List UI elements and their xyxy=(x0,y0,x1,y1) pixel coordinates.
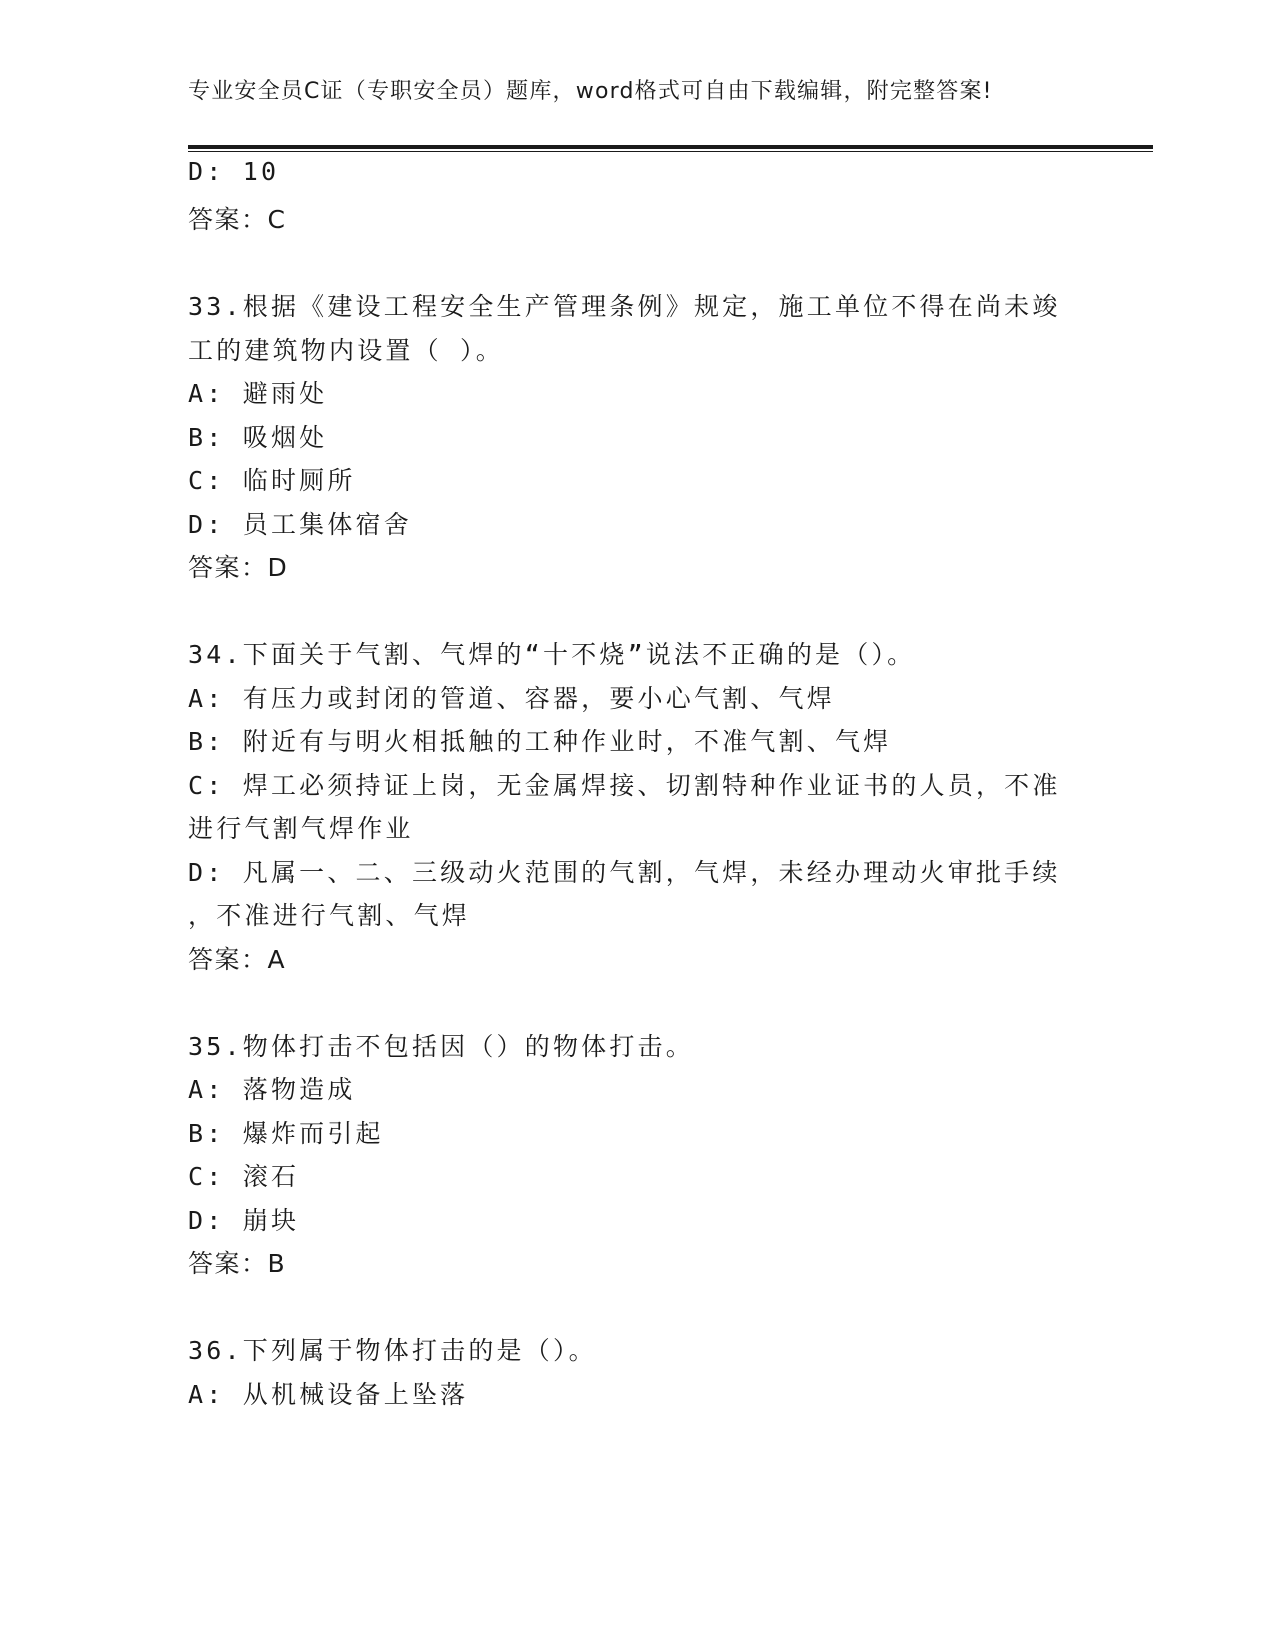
q36-option-a: A: 从机械设备上坠落 xyxy=(188,1380,469,1409)
q34-option-d-line1: D: 凡属一、二、三级动火范围的气割，气焊，未经办理动火审批手续 xyxy=(188,858,1061,887)
q35-option-d: D: 崩块 xyxy=(188,1206,300,1235)
q34-option-c-line2: 进行气割气焊作业 xyxy=(188,814,414,843)
q35-option-a: A: 落物造成 xyxy=(188,1075,356,1104)
q33-option-a: A: 避雨处 xyxy=(188,379,328,408)
header-rule-thin xyxy=(188,151,1153,152)
q34-stem: 34.下面关于气割、气焊的“十不烧”说法不正确的是（）。 xyxy=(188,640,916,669)
q33-stem-line2: 工的建筑物内设置（ ）。 xyxy=(188,336,504,365)
header-rule-thick xyxy=(188,145,1153,149)
q33-option-b: B: 吸烟处 xyxy=(188,423,328,452)
page-header: 专业安全员C证（专职安全员）题库，word格式可自由下载编辑，附完整答案! xyxy=(188,79,993,104)
q33-option-d: D: 员工集体宿舍 xyxy=(188,510,412,539)
q35-option-c: C: 滚石 xyxy=(188,1162,300,1191)
q34-option-b: B: 附近有与明火相抵触的工种作业时，不准气割、气焊 xyxy=(188,727,892,756)
q33-answer: 答案：D xyxy=(188,553,289,582)
q35-option-b: B: 爆炸而引起 xyxy=(188,1119,384,1148)
q33-stem-line1: 33.根据《建设工程安全生产管理条例》规定，施工单位不得在尚未竣 xyxy=(188,292,1061,321)
q35-answer: 答案：B xyxy=(188,1249,287,1278)
q34-option-a: A: 有压力或封闭的管道、容器，要小心气割、气焊 xyxy=(188,684,835,713)
q34-answer: 答案：A xyxy=(188,945,287,974)
q34-option-c-line1: C: 焊工必须持证上岗，无金属焊接、切割特种作业证书的人员，不准 xyxy=(188,771,1061,800)
prev-option-d: D: 10 xyxy=(188,157,280,186)
q33-option-c: C: 临时厕所 xyxy=(188,466,356,495)
q36-stem: 36.下列属于物体打击的是（）。 xyxy=(188,1336,597,1365)
q34-option-d-line2: ，不准进行气割、气焊 xyxy=(188,901,471,930)
q35-stem: 35.物体打击不包括因（）的物体打击。 xyxy=(188,1032,694,1061)
prev-answer: 答案：C xyxy=(188,205,287,234)
